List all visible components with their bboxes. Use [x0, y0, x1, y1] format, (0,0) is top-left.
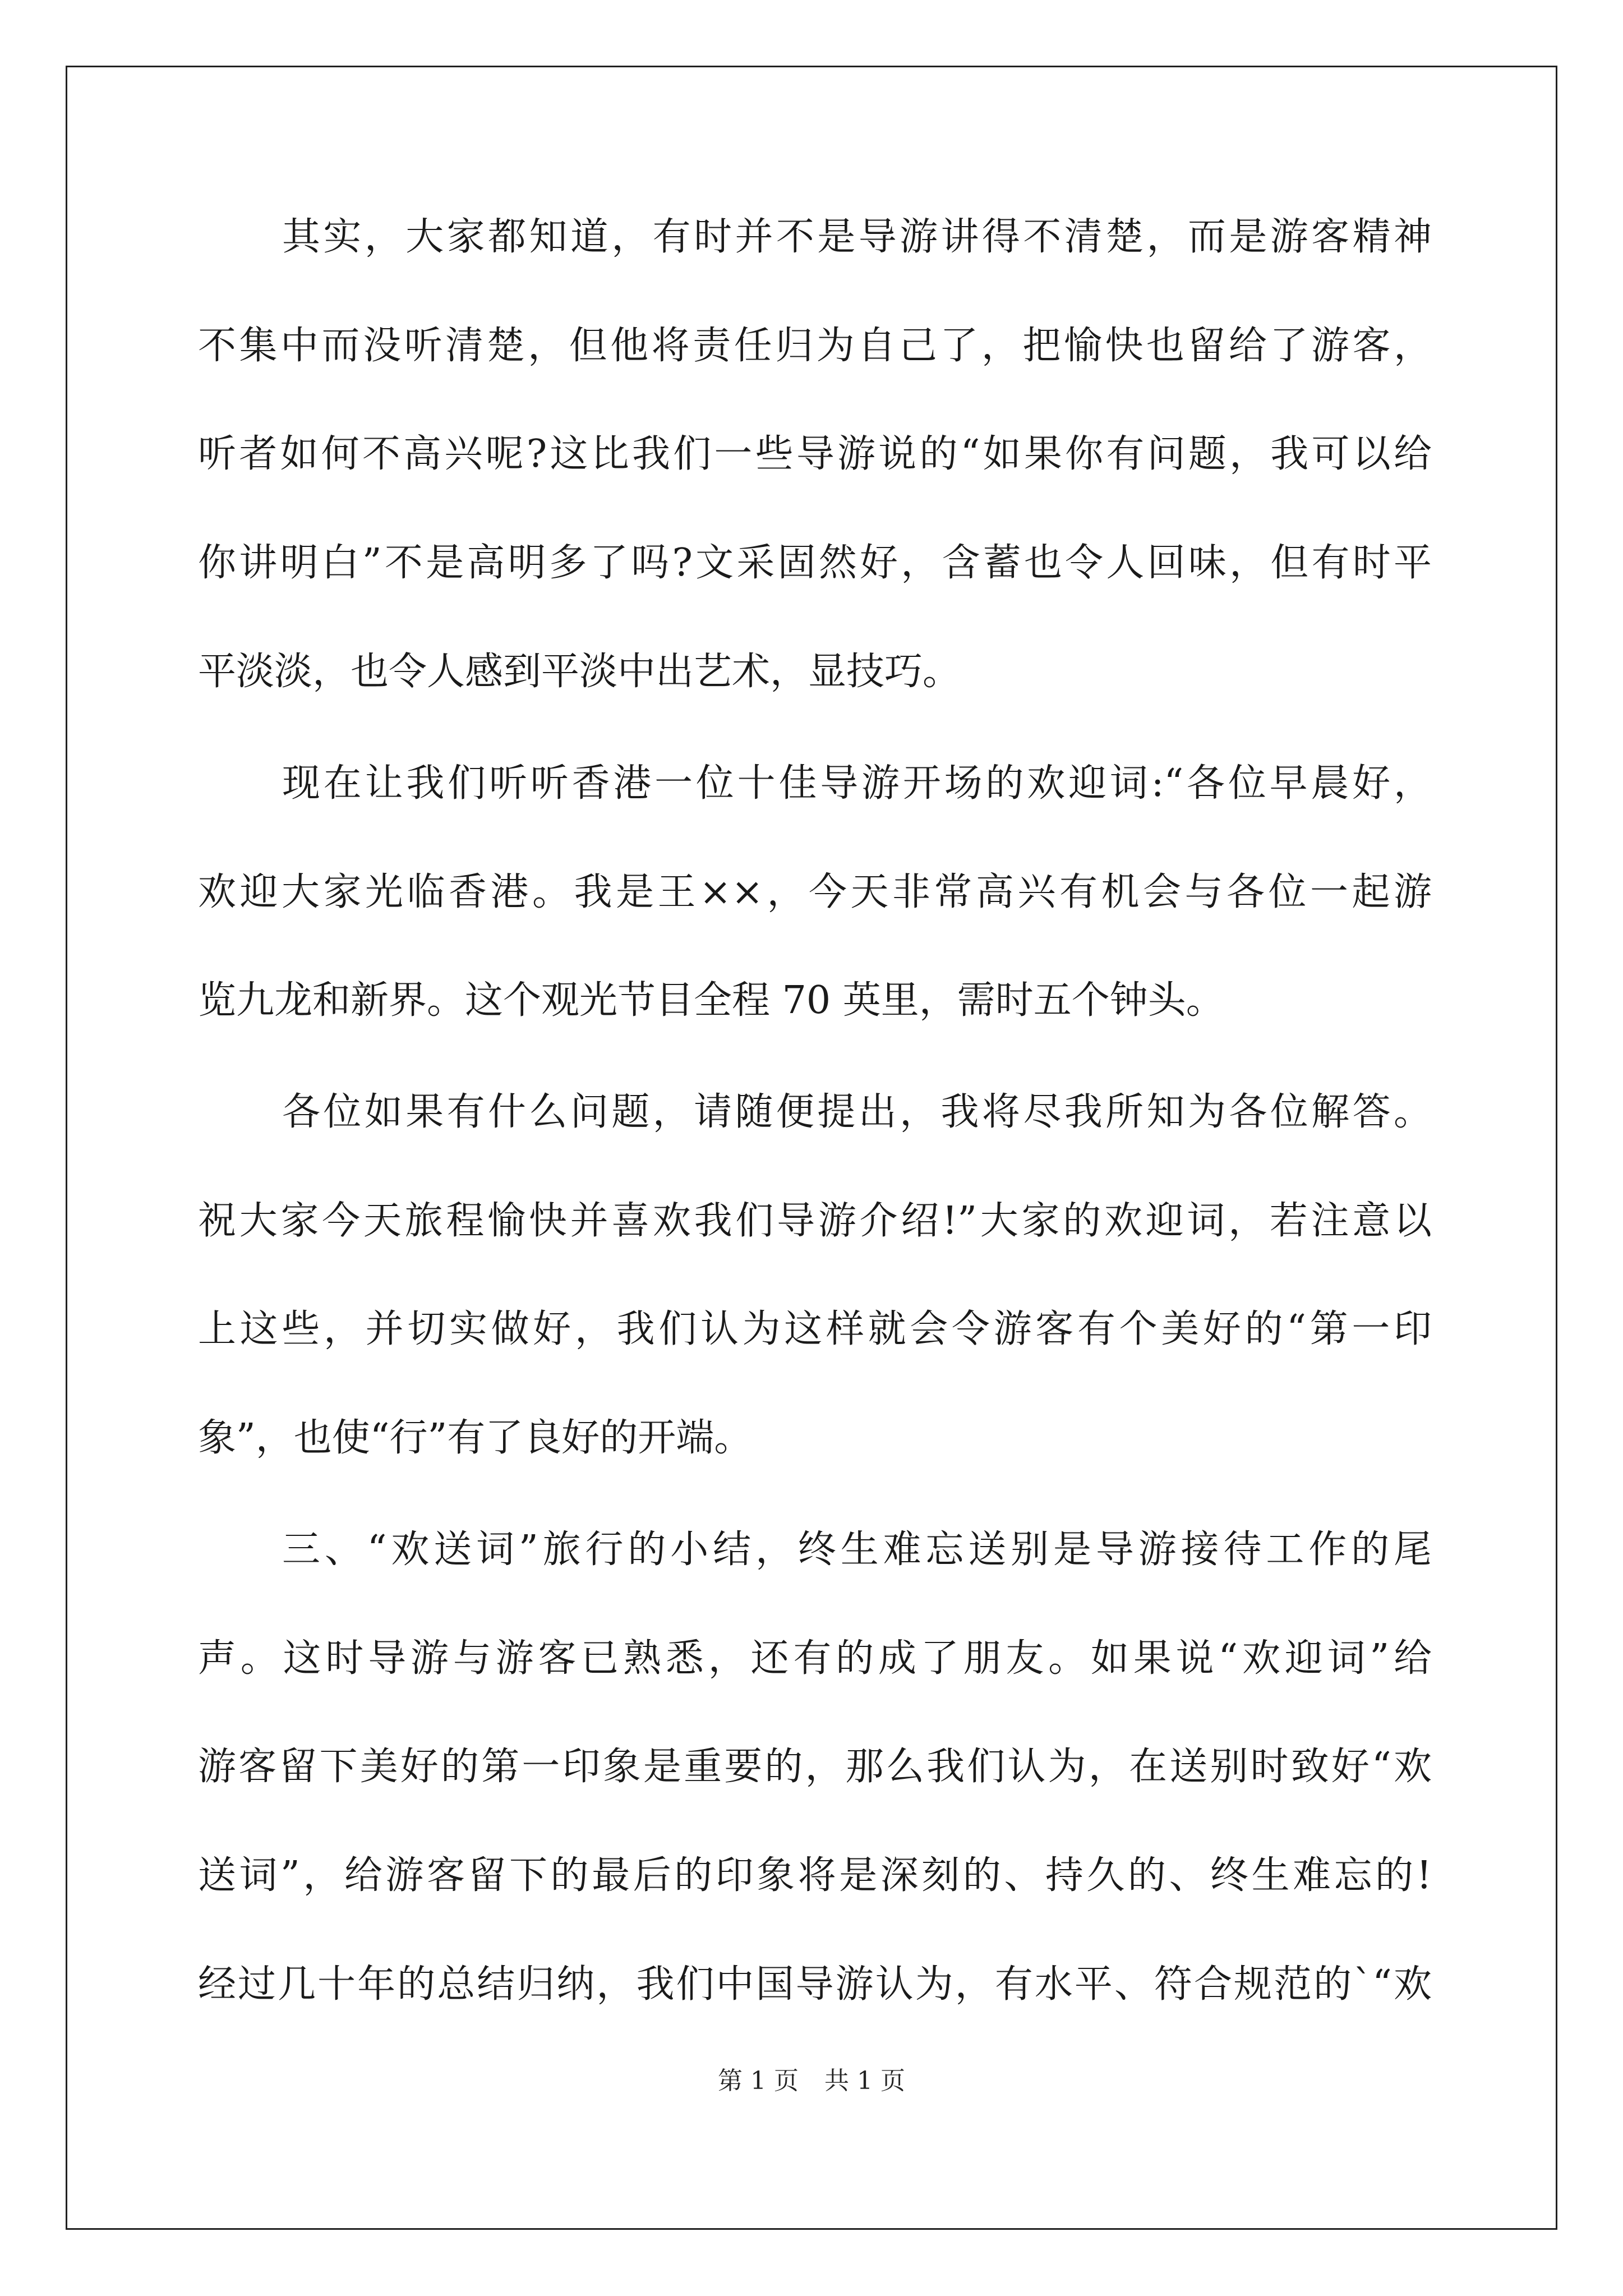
text-line: 经过几十年的总结归纳，我们中国导游认为，有水平、符合规范的`“欢: [198, 1962, 1432, 2007]
text-line: 不集中而没听清楚，但他将责任归为自己了，把愉快也留给了游客，: [198, 324, 1432, 368]
text-line: 各位如果有什么问题，请随便提出，我将尽我所知为各位解答。: [282, 1090, 1432, 1134]
text-line: 祝大家今天旅程愉快并喜欢我们导游介绍!”大家的欢迎词，若注意以: [198, 1199, 1432, 1243]
page-footer: [0, 2064, 1623, 2098]
text-line: 欢迎大家光临香港。我是王××，今天非常高兴有机会与各位一起游: [198, 870, 1432, 914]
text-line: 游客留下美好的第一印象是重要的，那么我们认为，在送别时致好“欢: [198, 1745, 1432, 1789]
text-line: 览九龙和新界。这个观光节目全程 70 英里，需时五个钟头。: [198, 978, 1224, 1023]
text-line: 其实，大家都知道，有时并不是导游讲得不清楚，而是游客精神: [282, 215, 1432, 259]
text-line: 声。这时导游与游客已熟悉，还有的成了朋友。如果说“欢迎词”给: [198, 1636, 1432, 1681]
text-line: 平淡淡，也令人感到平淡中出艺术，显技巧。: [198, 650, 961, 694]
page-border: [66, 66, 1557, 2230]
text-line: 象”，也使“行”有了良好的开端。: [198, 1416, 753, 1460]
page-number: 第 1 页: [718, 2067, 799, 2095]
text-line: 送词”，给游客留下的最后的印象将是深刻的、持久的、终生难忘的!: [198, 1853, 1432, 1898]
text-line: 三、“欢送词”旅行的小结，终生难忘送别是导游接待工作的尾: [282, 1527, 1432, 1572]
page-total: 共 1 页: [824, 2067, 905, 2095]
text-line: 你讲明白”不是高明多了吗?文采固然好，含蓄也令人回味，但有时平: [198, 541, 1432, 585]
text-line: 上这些，并切实做好，我们认为这样就会令游客有个美好的“第一印: [198, 1307, 1432, 1351]
text-line: 听者如何不高兴呢?这比我们一些导游说的“如果你有问题，我可以给: [198, 432, 1432, 476]
text-line: 现在让我们听听香港一位十佳导游开场的欢迎词:“各位早晨好，: [282, 761, 1432, 806]
